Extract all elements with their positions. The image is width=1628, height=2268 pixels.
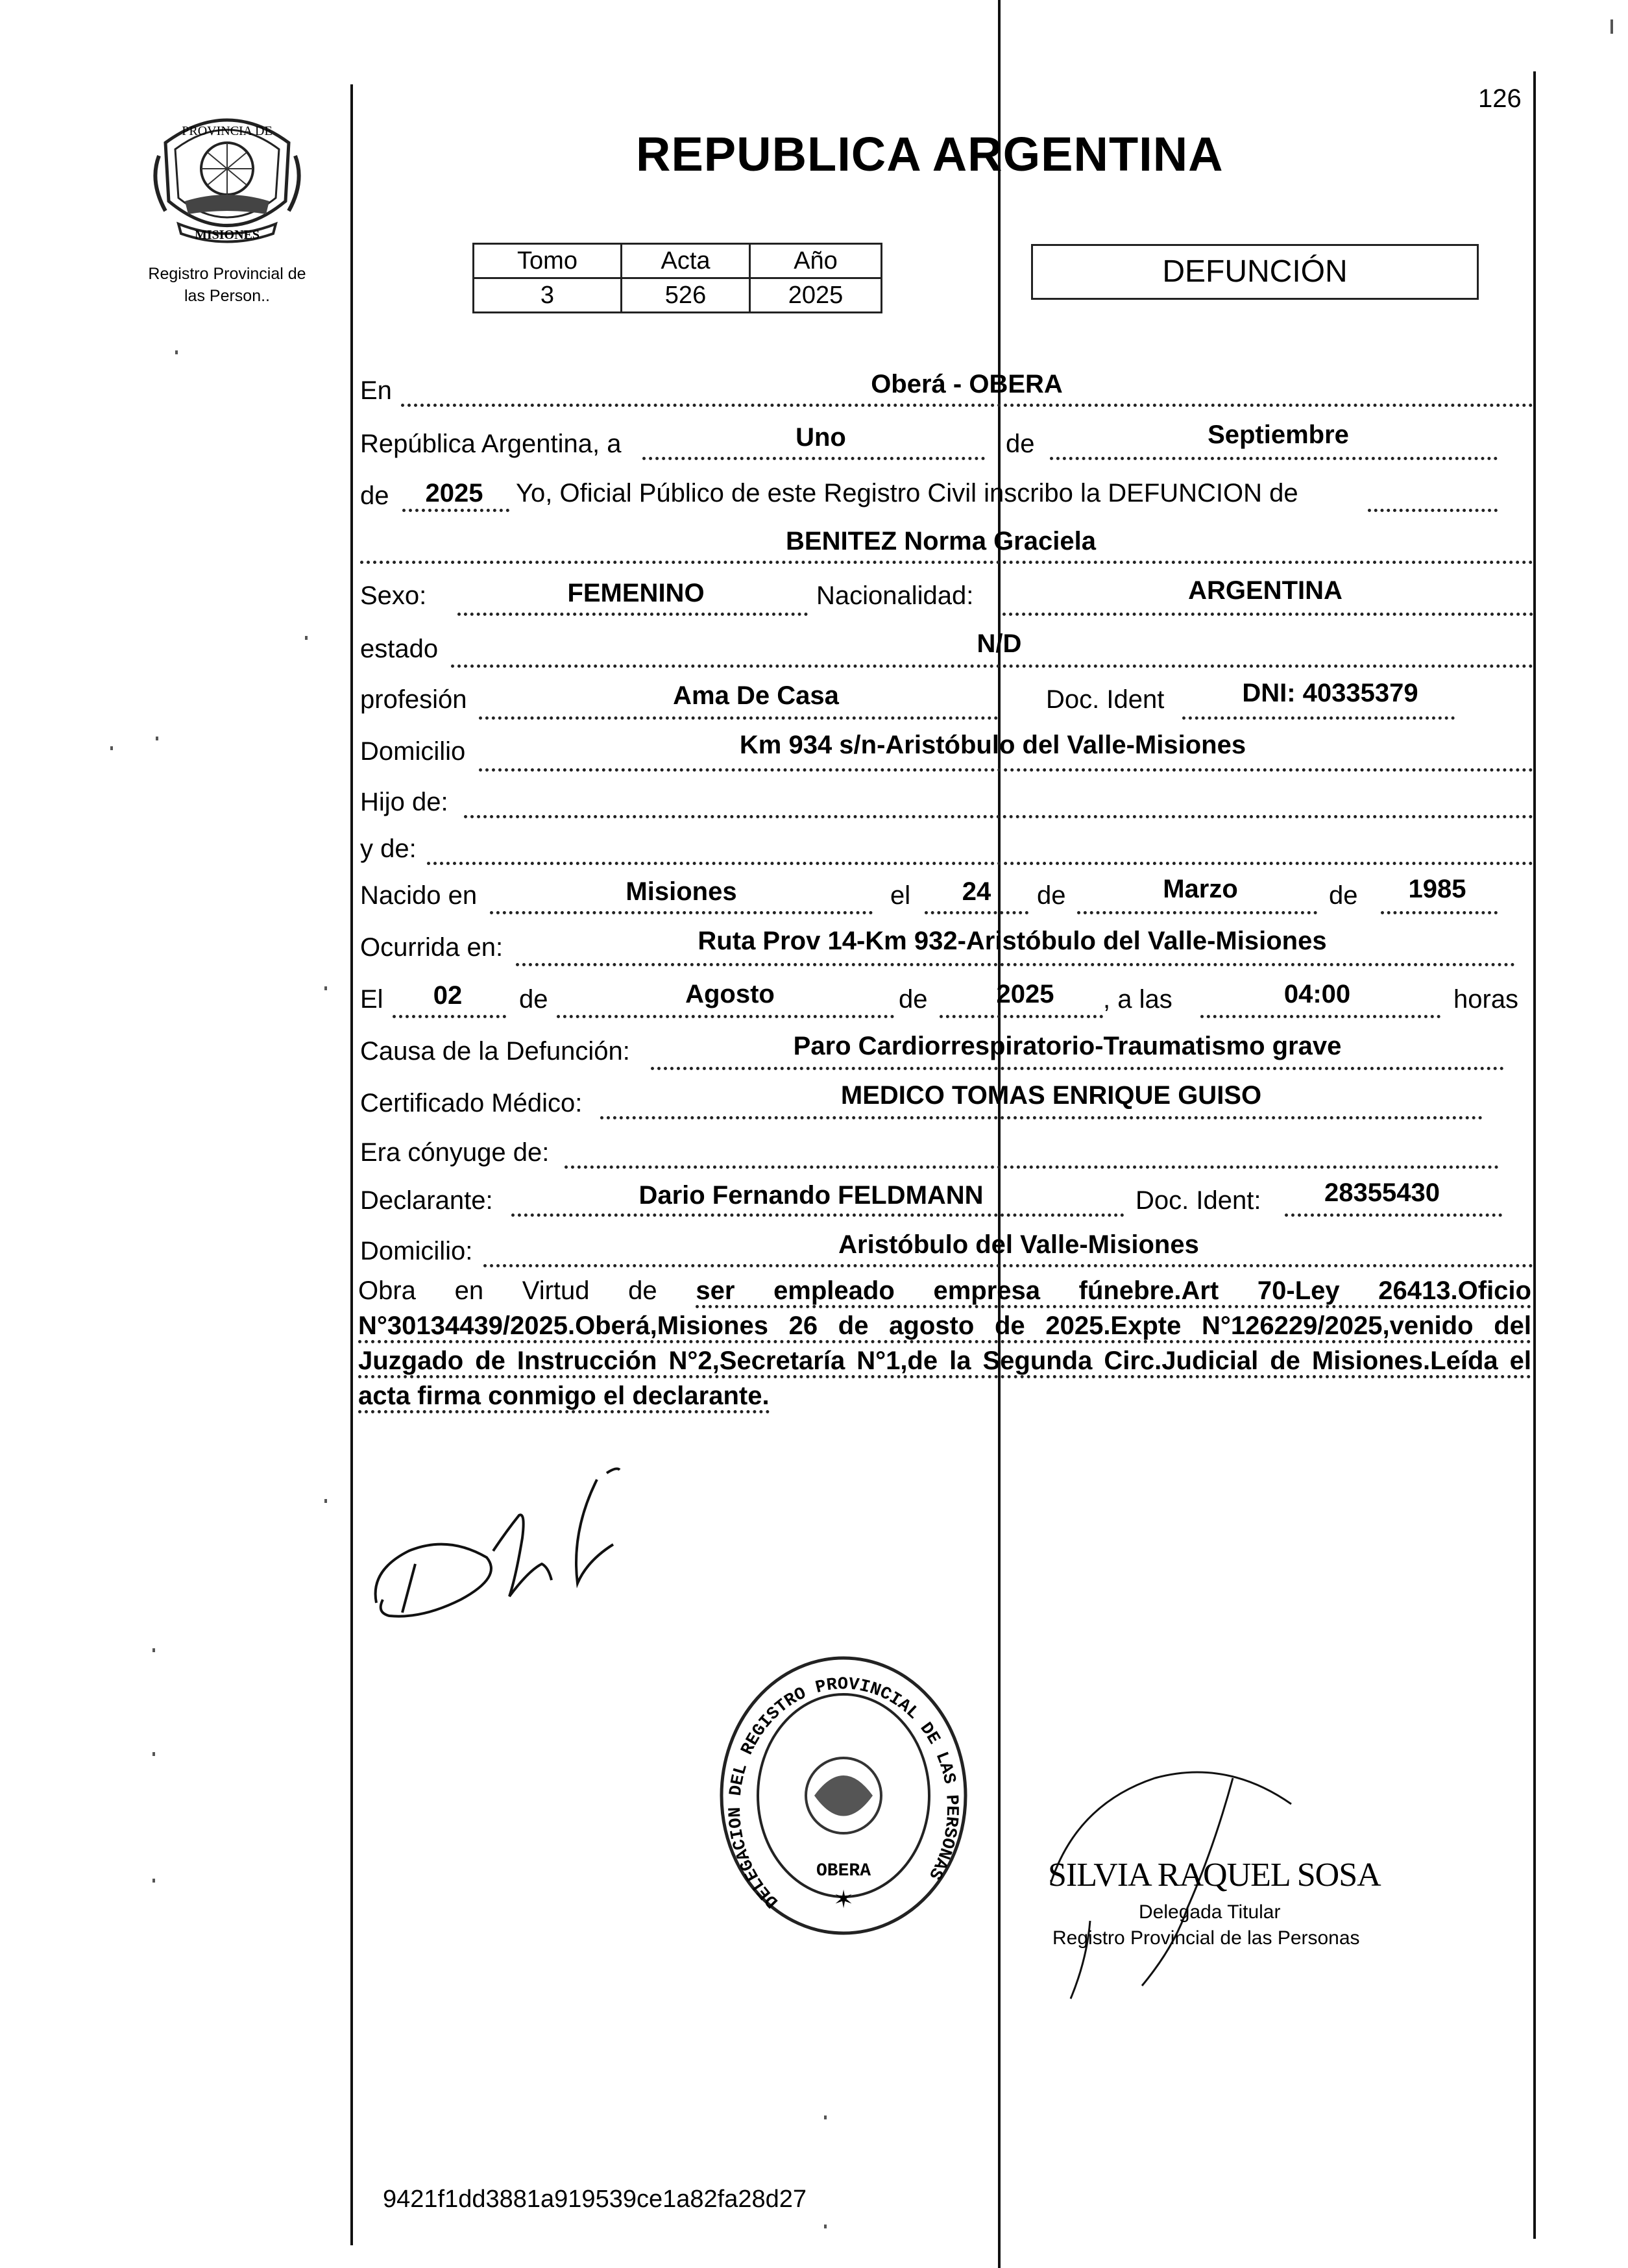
doc-dots — [1182, 716, 1455, 720]
scan-mark — [152, 1752, 155, 1756]
left-margin-line — [350, 84, 353, 2245]
de-label: de — [1006, 430, 1035, 458]
domicilio2-dots — [483, 1264, 1533, 1267]
de-label-4: de — [519, 985, 548, 1014]
deceased-name: BENITEZ Norma Graciela — [786, 527, 1096, 555]
obra-lead: Obra en Virtud de — [358, 1276, 657, 1305]
death-time-dots — [1200, 1015, 1440, 1018]
birth-month-dots — [1077, 911, 1317, 914]
republica-label: República Argentina, a — [360, 430, 622, 458]
conyuge-label: Era cónyuge de: — [360, 1138, 550, 1167]
ocurrida-dots — [516, 963, 1515, 966]
de-label-5: de — [899, 985, 928, 1014]
ano-header: Año — [750, 244, 882, 278]
declarante-value: Dario Fernando FELDMANN — [638, 1181, 984, 1210]
yo-text: Yo, Oficial Público de este Registro Civil inscribo la DEFUNCION de — [516, 479, 1298, 507]
domicilio2-label: Domicilio: — [360, 1237, 473, 1265]
right-margin-line — [1533, 71, 1536, 2239]
birth-day: 24 — [962, 877, 991, 906]
yde-dots — [427, 862, 1533, 865]
sexo-label: Sexo: — [360, 581, 427, 610]
scan-mark — [824, 2225, 827, 2228]
scan-mark — [110, 746, 113, 750]
nacionalidad-label: Nacionalidad: — [816, 581, 974, 610]
en-value: Oberá - OBERA — [871, 370, 1063, 398]
hijo-label: Hijo de: — [360, 788, 448, 816]
scan-mark — [324, 986, 327, 990]
causa-label: Causa de la Defunción: — [360, 1037, 630, 1066]
death-day: 02 — [433, 981, 463, 1010]
en-label: En — [360, 376, 392, 405]
stamp-bottom-text: OBERA — [816, 1861, 871, 1881]
official-role: Delegada Titular — [1139, 1901, 1281, 1923]
record-type-box: DEFUNCIÓN — [1031, 244, 1479, 300]
registry-caption-line2: las Person.. — [184, 287, 270, 305]
declarant-signature — [363, 1454, 688, 1642]
emblem-bottom-text: MISIONES — [194, 228, 260, 242]
page-number: 126 — [1478, 84, 1522, 113]
death-time: 04:00 — [1283, 980, 1351, 1008]
de-label-3: de — [1329, 881, 1358, 910]
birth-day-dots — [925, 911, 1028, 914]
birth-year: 1985 — [1408, 875, 1466, 903]
center-fold-line — [998, 0, 1001, 2268]
yde-label: y de: — [360, 835, 417, 863]
domicilio-value: Km 934 s/n-Aristóbulo del Valle-Misiones — [739, 731, 1246, 759]
day-dots — [642, 457, 985, 460]
ocurrida-value: Ruta Prov 14-Km 932-Aristóbulo del Valle-Misiones — [698, 927, 1327, 955]
el-label-2: El — [360, 985, 383, 1014]
star-icon: ✶ — [833, 1885, 854, 1914]
death-month: Agosto — [685, 980, 775, 1008]
certificado-value: MEDICO TOMAS ENRIQUE GUISO — [840, 1081, 1262, 1110]
registry-caption — [104, 263, 350, 307]
sexo-value: FEMENINO — [567, 579, 705, 607]
nacionalidad-dots — [1002, 613, 1533, 616]
de-label-2: de — [1037, 881, 1066, 910]
official-org: Registro Provincial de las Personas — [1052, 1927, 1360, 1949]
declarante-dots-2 — [1001, 1213, 1124, 1217]
death-month-dots — [557, 1015, 894, 1018]
acta-header: Acta — [622, 244, 750, 278]
profesion-value: Ama De Casa — [673, 681, 839, 710]
scan-mark — [156, 737, 158, 740]
ocurrida-label: Ocurrida en: — [360, 933, 504, 962]
causa-value: Paro Cardiorrespiratorio-Traumatismo grave — [793, 1032, 1342, 1060]
profesion-dots — [479, 716, 998, 720]
death-day-dots — [393, 1015, 506, 1018]
doc-label: Doc. Ident — [1046, 685, 1165, 714]
domicilio2-value: Aristóbulo del Valle-Misiones — [838, 1230, 1199, 1259]
declarante-dots — [511, 1213, 998, 1217]
record-table — [472, 243, 882, 313]
day-value: Uno — [796, 423, 846, 452]
page-title: REPUBLICA ARGENTINA — [636, 127, 1224, 181]
name-dots — [360, 561, 1533, 564]
acta-value: 526 — [622, 278, 750, 313]
ano-value: 2025 — [750, 278, 882, 313]
horas-label: horas — [1453, 985, 1519, 1014]
death-year-dots — [940, 1015, 1103, 1018]
obra-paragraph — [358, 1273, 1531, 1413]
declarante-doc-dots — [1285, 1213, 1502, 1217]
stamp-ring-text: DELEGACION DEL REGISTRO PROVINCIAL DE LAS PERSONAS — [725, 1675, 962, 1911]
scan-mark — [305, 636, 308, 640]
birth-month: Marzo — [1163, 875, 1238, 903]
nacido-value: Misiones — [626, 877, 737, 906]
conyuge-dots — [565, 1165, 1499, 1169]
en-dots — [401, 404, 1533, 407]
obra-text: ser empleado empresa fúnebre.Art 70-Ley 26413.Oficio N°30134439/2025.Oberá,Misiones 26 de agosto de 2025.Expte N°126229/2025,venido del Juzgado de Instrucción N°2,Secretaría N°1,de la Segunda Circ.Judicial de Misiones.Leída el acta firma conmigo el declarante. — [358, 1276, 1531, 1413]
nacido-dots — [490, 911, 873, 914]
scan-mark — [152, 1879, 155, 1883]
tomo-value: 3 — [474, 278, 622, 313]
declarante-doc: 28355430 — [1324, 1178, 1440, 1207]
year-label: de — [360, 482, 389, 510]
registry-caption-line1: Registro Provincial de — [148, 265, 306, 283]
doc-label-2: Doc. Ident: — [1136, 1186, 1261, 1215]
estado-value: N/D — [977, 629, 1022, 658]
el-label: el — [890, 881, 911, 910]
declarante-label: Declarante: — [360, 1186, 493, 1215]
tomo-header: Tomo — [474, 244, 622, 278]
month-value: Septiembre — [1208, 421, 1349, 449]
year-value: 2025 — [425, 479, 483, 507]
hijo-dots — [464, 815, 1533, 818]
estado-dots — [451, 665, 1533, 668]
certificado-label: Certificado Médico: — [360, 1089, 583, 1117]
nacionalidad-value: ARGENTINA — [1188, 576, 1342, 605]
causa-dots — [651, 1067, 1504, 1070]
scan-mark — [824, 2116, 827, 2119]
estado-label: estado — [360, 635, 439, 663]
scan-mark — [175, 350, 178, 354]
domicilio-label: Domicilio — [360, 737, 466, 766]
province-emblem — [146, 104, 308, 250]
birth-year-dots — [1381, 911, 1498, 914]
scan-mark — [152, 1648, 155, 1652]
alas-label: , a las — [1103, 985, 1172, 1014]
yo-dots — [1368, 509, 1498, 512]
death-year: 2025 — [996, 980, 1054, 1008]
profesion-label: profesión — [360, 685, 467, 714]
year-dots — [402, 509, 509, 512]
document-hash: 9421f1dd3881a919539ce1a82fa28d27 — [383, 2186, 807, 2213]
emblem-top-text: PROVINCIA DE — [182, 124, 273, 138]
registry-stamp — [714, 1652, 973, 1940]
doc-value: DNI: 40335379 — [1242, 679, 1418, 707]
month-dots — [1050, 457, 1498, 460]
scan-mark — [1610, 19, 1613, 34]
domicilio-dots — [479, 768, 1533, 772]
scan-mark — [324, 1499, 327, 1503]
certificado-dots — [600, 1116, 1483, 1119]
nacido-label: Nacido en — [360, 881, 478, 910]
official-name: SILVIA RAQUEL SOSA — [1048, 1857, 1381, 1894]
sexo-dots — [457, 613, 808, 616]
